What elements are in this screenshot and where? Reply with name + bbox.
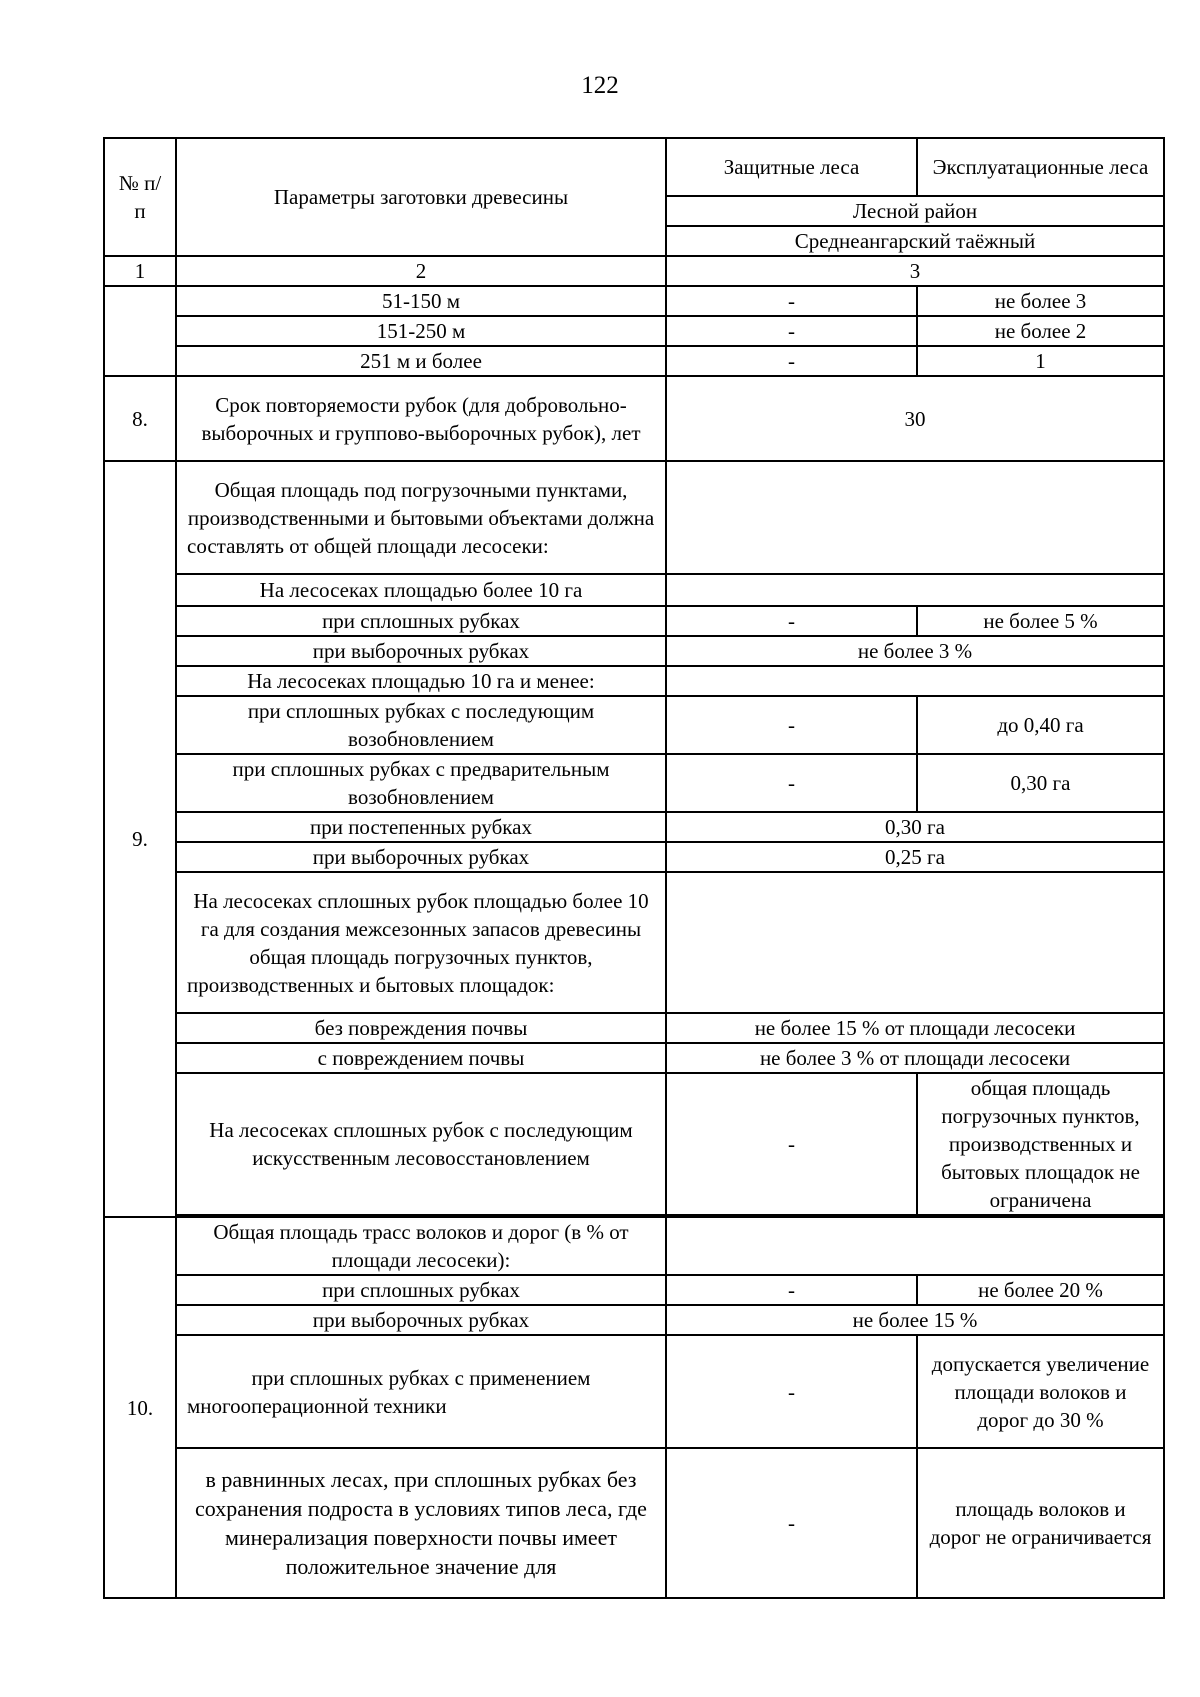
table-row-exploitation: 1 — [917, 346, 1164, 376]
table-row-exploitation: не более 5 % — [917, 606, 1164, 636]
table-row-protective: - — [666, 1448, 917, 1598]
table-row-param: 51-150 м — [176, 286, 666, 316]
table-row-protective: - — [666, 1335, 917, 1448]
table-row-protective: - — [666, 754, 917, 812]
table-row-protective: - — [666, 316, 917, 346]
table-row-value-empty — [666, 666, 1164, 696]
column-number-1: 1 — [104, 256, 176, 286]
table-row-param: при сплошных рубках с применением многооперационной техники — [176, 1335, 666, 1448]
table-row-value: 30 — [666, 376, 1164, 461]
forest-harvesting-table — [103, 137, 1165, 1599]
column-number-3: 3 — [666, 256, 1164, 286]
table-row-param: 151-250 м — [176, 316, 666, 346]
empty-num-cell — [104, 286, 176, 376]
table-row-value: не более 15 % от площади лесосеки — [666, 1013, 1164, 1043]
table-row-param: На лесосеках площадью 10 га и менее: — [176, 666, 666, 696]
table-row-protective: - — [666, 1073, 917, 1215]
table-row-exploitation: не более 3 — [917, 286, 1164, 316]
table-row-exploitation: не более 20 % — [917, 1275, 1164, 1305]
page-number: 122 — [581, 72, 619, 99]
table-row-param: На лесосеках сплошных рубок с последующим искусственным лесовосстановлением — [176, 1073, 666, 1215]
table-row-protective: - — [666, 286, 917, 316]
table-row-exploitation: допускается увеличение площади волоков и дорог до 30 % — [917, 1335, 1164, 1448]
table-row-param: Срок повторяемости рубок (для добровольно-выборочных и группово-выборочных рубок), лет — [176, 376, 666, 461]
table-row-param: с повреждением почвы — [176, 1043, 666, 1073]
table-row-value-empty — [666, 461, 1164, 574]
table-row-param: при постепенных рубках — [176, 812, 666, 842]
table-row-param: На лесосеках сплошных рубок площадью более 10 га для создания межсезонных запасов древесины общая площадь погрузочных пунктов, производственных и бытовых площадок: — [176, 872, 666, 1013]
table-row-param: Общая площадь трасс волоков и дорог (в % от площади лесосеки): — [176, 1217, 666, 1275]
header-exploitation: Эксплуатационные леса — [917, 138, 1164, 196]
row-number-8: 8. — [104, 376, 176, 461]
table-row-value-empty — [666, 872, 1164, 1013]
table-row-value: не более 3 % от площади лесосеки — [666, 1043, 1164, 1073]
header-num: № п/п — [104, 138, 176, 256]
table-row-exploitation: до 0,40 га — [917, 696, 1164, 754]
table-row-param: при выборочных рубках — [176, 1305, 666, 1335]
table-row-param: при сплошных рубках — [176, 606, 666, 636]
table-row-exploitation: площадь волоков и дорог не ограничивается — [917, 1448, 1164, 1598]
row-number-9: 9. — [104, 461, 176, 1217]
table-row-exploitation: не более 2 — [917, 316, 1164, 346]
table-row-param: 251 м и более — [176, 346, 666, 376]
table-row-param: при сплошных рубках с последующим возобновлением — [176, 696, 666, 754]
table-row-param: при выборочных рубках — [176, 636, 666, 666]
table-row-protective: - — [666, 346, 917, 376]
table-row-param: при выборочных рубках — [176, 842, 666, 872]
table-row-param: На лесосеках площадью более 10 га — [176, 574, 666, 606]
table-row-param: при сплошных рубках — [176, 1275, 666, 1305]
table-row-param: без повреждения почвы — [176, 1013, 666, 1043]
table-row-exploitation: общая площадь погрузочных пунктов, производственных и бытовых площадок не ограничена — [917, 1073, 1164, 1215]
table-row-value-empty — [666, 574, 1164, 606]
table-row-exploitation: 0,30 га — [917, 754, 1164, 812]
table-row-value: 0,30 га — [666, 812, 1164, 842]
row-number-10: 10. — [104, 1217, 176, 1598]
header-protective: Защитные леса — [666, 138, 917, 196]
header-district-name: Среднеангарский таёжный — [666, 226, 1164, 256]
table-row-param: Общая площадь под погрузочными пунктами, производственными и бытовыми объектами должна составлять от общей площади лесосеки: — [176, 461, 666, 574]
table-row-value-empty — [666, 1217, 1164, 1275]
table-row-value: 0,25 га — [666, 842, 1164, 872]
header-forest-district: Лесной район — [666, 196, 1164, 226]
table-row-protective: - — [666, 1275, 917, 1305]
header-params: Параметры заготовки древесины — [176, 138, 666, 256]
table-row-value: не более 3 % — [666, 636, 1164, 666]
table-row-value: не более 15 % — [666, 1305, 1164, 1335]
table-row-param: в равнинных лесах, при сплошных рубках без сохранения подроста в условиях типов леса, где минерализация поверхности почвы имеет положительное значение для — [176, 1448, 666, 1598]
table-row-protective: - — [666, 696, 917, 754]
table-row-protective: - — [666, 606, 917, 636]
table-row-param: при сплошных рубках с предварительным возобновлением — [176, 754, 666, 812]
column-number-2: 2 — [176, 256, 666, 286]
